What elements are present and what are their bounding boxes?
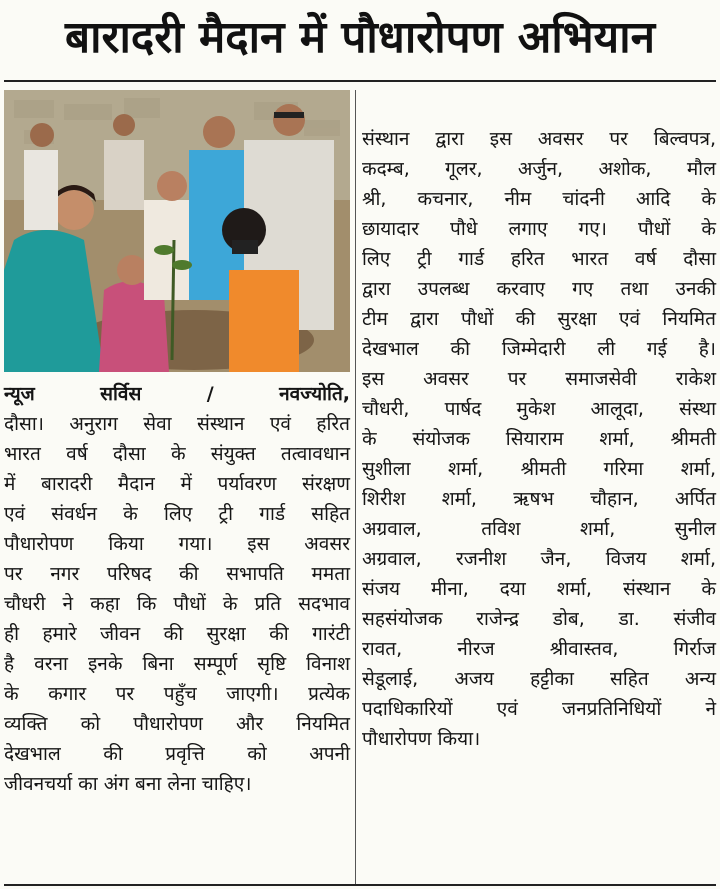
article-line: के कगार पर पहुँच जाएगी। प्रत्येक (4, 683, 350, 705)
article-line: पदाधिकारियों एवं जनप्रतिनिधियों ने (362, 698, 716, 720)
article-line: ही हमारे जीवन की सुरक्षा की गारंटी (4, 623, 350, 645)
article-line: अग्रवाल, तविश शर्मा, सुनील (362, 518, 716, 540)
article-line: अग्रवाल, रजनीश जैन, विजय शर्मा, (362, 548, 716, 570)
article-line: संजय मीना, दया शर्मा, संस्थान के (362, 578, 716, 600)
article-line: सहसंयोजक राजेन्द्र डोब, डा. संजीव (362, 608, 716, 630)
article-line: है वरना इनके बिना सम्पूर्ण सृष्टि विनाश (4, 653, 350, 675)
byline-line: न्यूज सर्विस / नवज्योति, (4, 383, 350, 405)
article-line: के संयोजक सियाराम शर्मा, श्रीमती (362, 428, 716, 450)
article-left-column (4, 379, 350, 799)
article-line: चौधरी, पार्षद मुकेश आलूदा, संस्था (362, 398, 716, 420)
article-line: संस्थान द्वारा इस अवसर पर बिल्वपत्र, (362, 128, 716, 150)
article-line: देखभाल की प्रवृत्ति को अपनी (4, 743, 350, 765)
article-line: सुशीला शर्मा, श्रीमती गरिमा शर्मा, (362, 458, 716, 480)
article-right-column (362, 124, 716, 754)
bottom-rule (4, 884, 716, 886)
article-line: सेडूलाई, अजय हट्टीका सहित अन्य (362, 668, 716, 690)
plantation-photo-illustration (4, 90, 350, 372)
article-line: में बारादरी मैदान में पर्यावरण संरक्षण (4, 473, 350, 495)
article-line: श्री, कचनार, नीम चांदनी आदि के (362, 188, 716, 210)
article-line: भारत वर्ष दौसा के संयुक्त तत्वावधान (4, 443, 350, 465)
article-line: शिरीश शर्मा, ऋषभ चौहान, अर्पित (362, 488, 716, 510)
article-line: टीम द्वारा पौधों की सुरक्षा एवं नियमित (362, 308, 716, 330)
headline-rule (4, 80, 716, 82)
article-line: देखभाल की जिम्मेदारी ली गई है। (362, 338, 716, 360)
article-line: रावत, नीरज श्रीवास्तव, गिर्राज (362, 638, 716, 660)
column-divider (355, 90, 356, 885)
article-line: द्वारा उपलब्ध करवाए गए तथा उनकी (362, 278, 716, 300)
article-line: पौधारोपण किया गया। इस अवसर (4, 533, 350, 555)
article-line: पर नगर परिषद की सभापति ममता (4, 563, 350, 585)
event-photo (4, 90, 350, 372)
headline: बारादरी मैदान में पौधारोपण अभियान (64, 12, 656, 63)
article-line: पौधारोपण किया। (362, 728, 481, 750)
article-line: जीवनचर्या का अंग बना लेना चाहिए। (4, 773, 252, 795)
article-line: व्यक्ति को पौधारोपण और नियमित (4, 713, 350, 735)
article-line: कदम्ब, गूलर, अर्जुन, अशोक, मौल (362, 158, 716, 180)
article-line: दौसा। अनुराग सेवा संस्थान एवं हरित (4, 413, 350, 435)
article-line: इस अवसर पर समाजसेवी राकेश (362, 368, 716, 390)
article-line: लिए ट्री गार्ड हरित भारत वर्ष दौसा (362, 248, 716, 270)
article-line: छायादार पौधे लगाए गए। पौधों के (362, 218, 716, 240)
article-line: एवं संवर्धन के लिए ट्री गार्ड सहित (4, 503, 350, 525)
article-line: चौधरी ने कहा कि पौधों के प्रति सदभाव (4, 593, 350, 615)
